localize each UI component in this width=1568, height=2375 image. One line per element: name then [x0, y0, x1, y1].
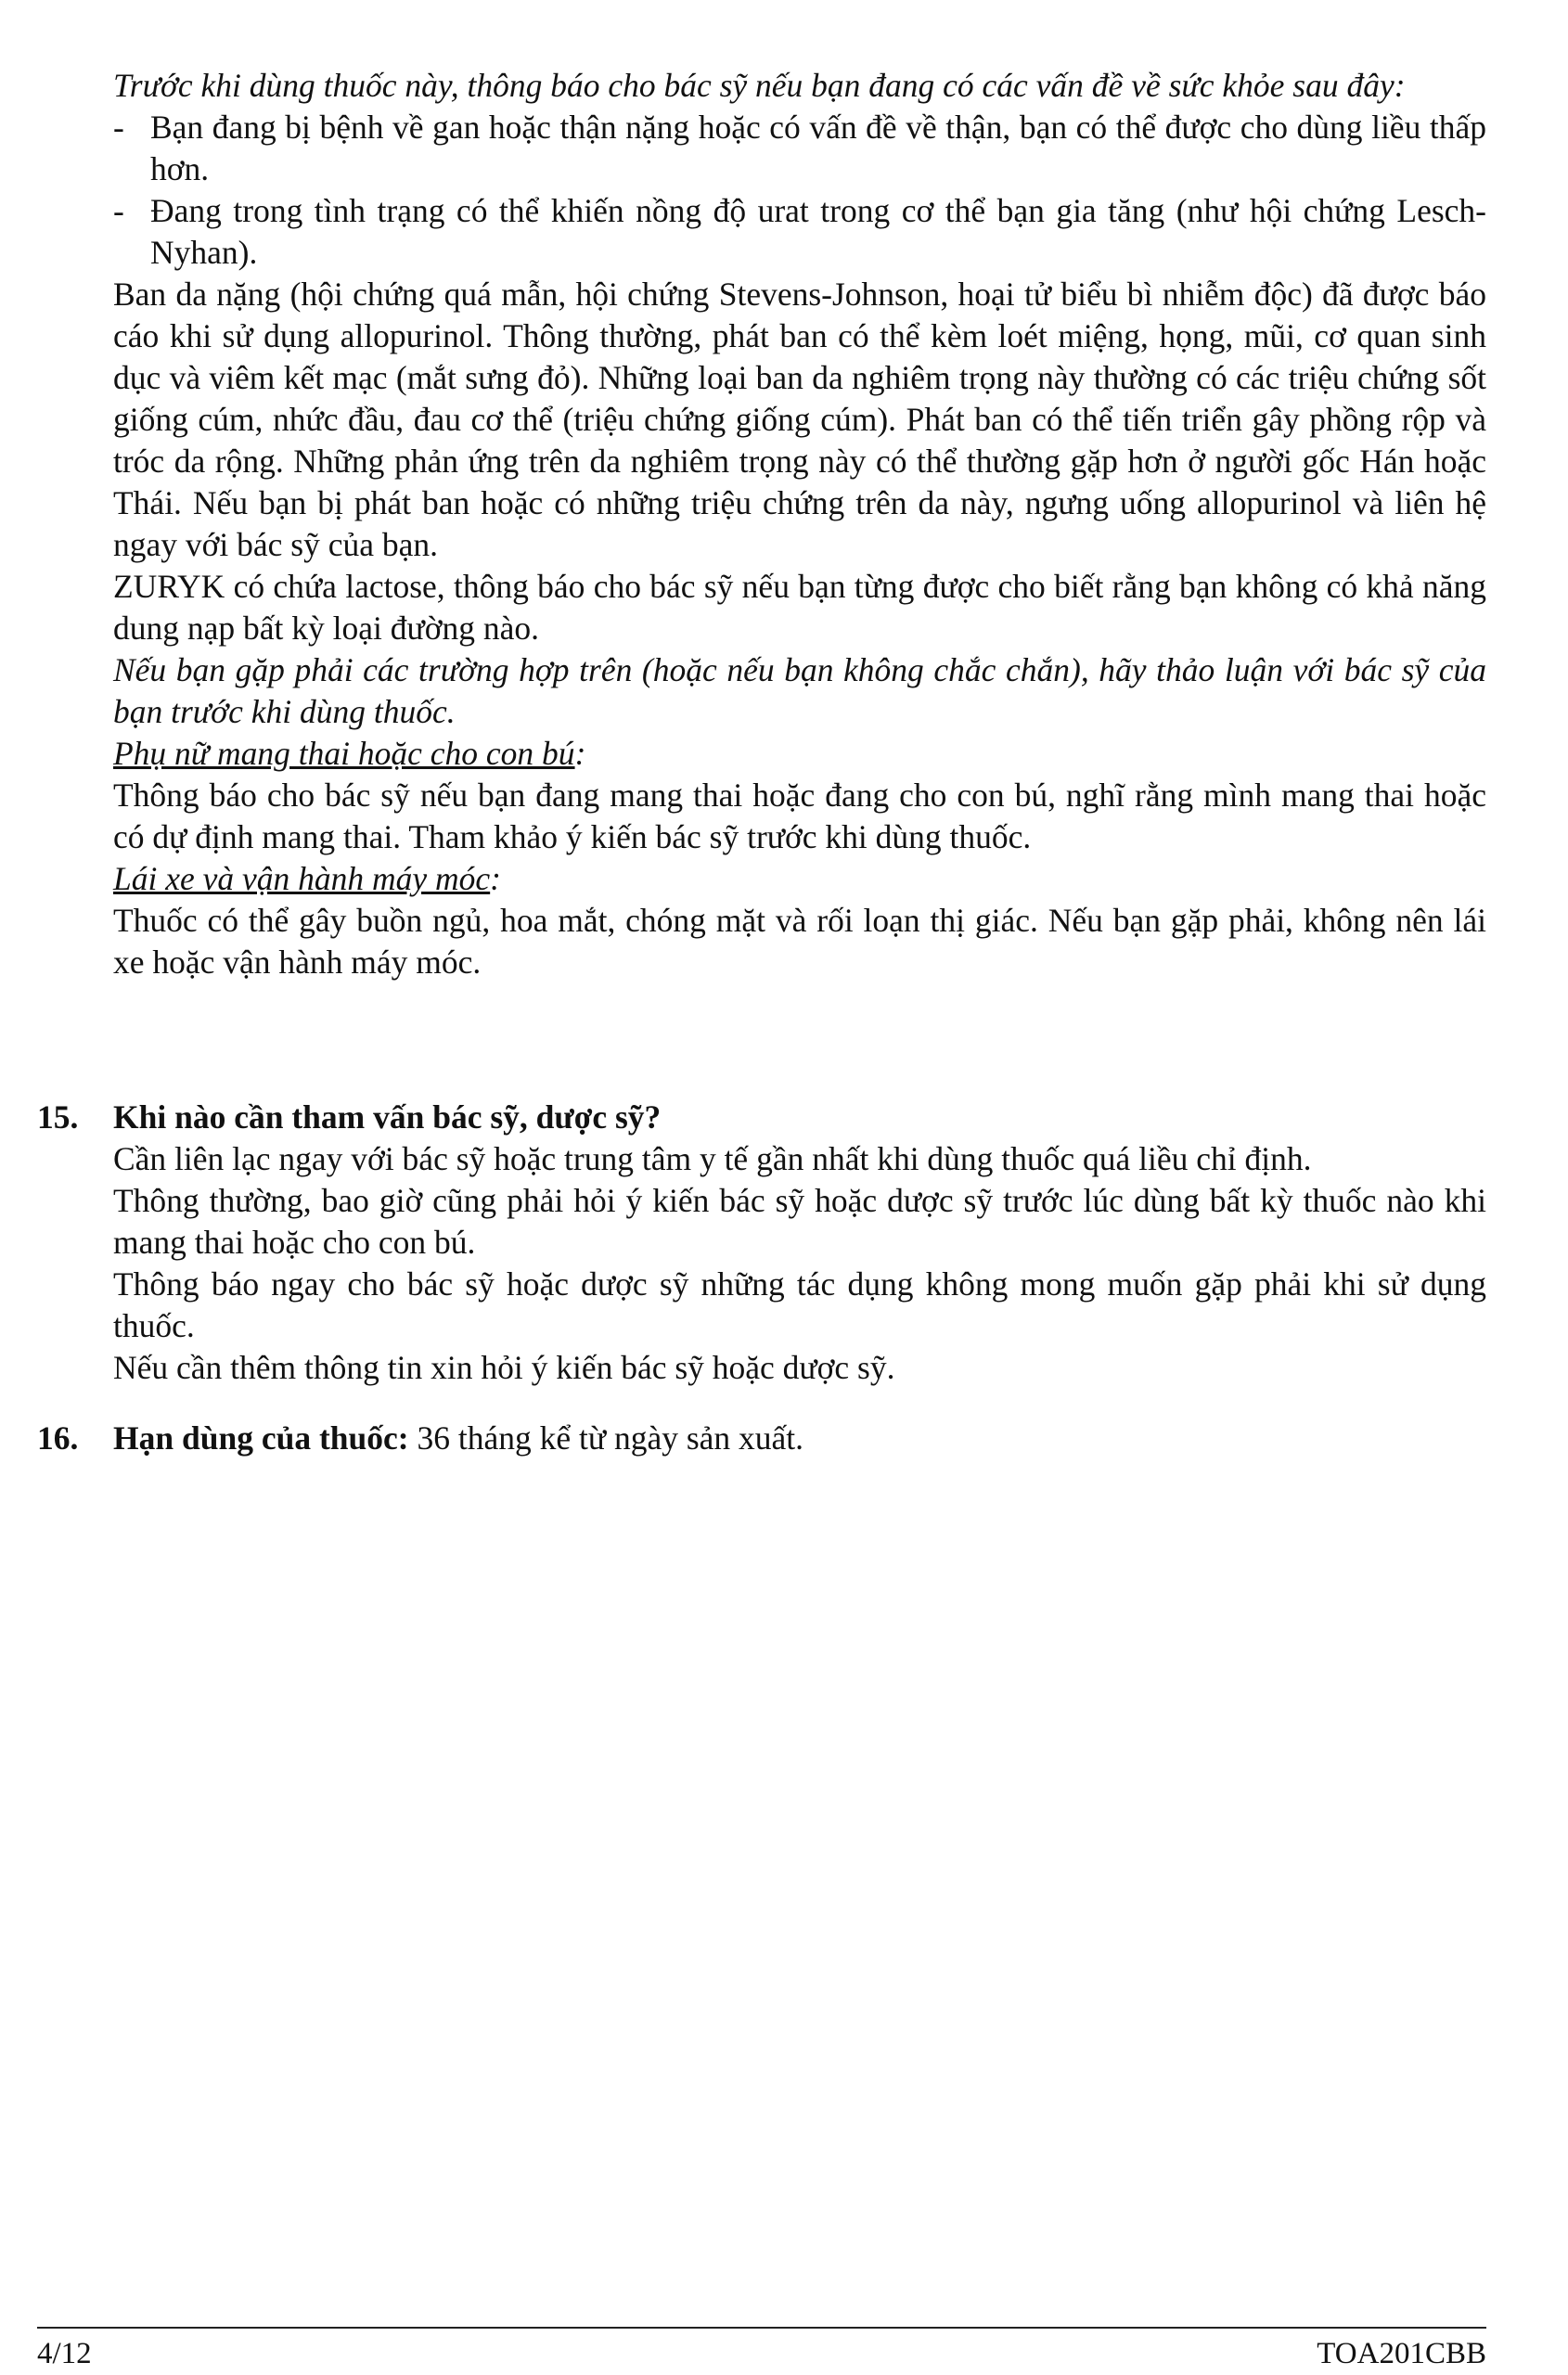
document-code: TOA201CBB: [1317, 2337, 1486, 2370]
section-paragraph: Thông báo ngay cho bác sỹ hoặc dược sỹ những tác dụng không mong muốn gặp phải khi sử dụng thuốc.: [113, 1265, 1486, 1344]
pregnancy-text: Thông báo cho bác sỹ nếu bạn đang mang thai hoặc đang cho con bú, nghĩ rằng mình mang thai hoặc có dự định mang thai. Tham khảo ý kiến bác sỹ trước khi dùng thuốc.: [113, 777, 1486, 855]
bullet-text: Bạn đang bị bệnh về gan hoặc thận nặng hoặc có vấn đề về thận, bạn có thể được cho dùng liều thấp hơn.: [150, 109, 1486, 187]
driving-heading: Lái xe và vận hành máy móc: [113, 860, 491, 897]
section-heading: Hạn dùng của thuốc:: [113, 1419, 409, 1457]
section-number: 16.: [37, 1419, 79, 1457]
heading-colon: :: [574, 735, 586, 772]
page-number: 4/12: [37, 2337, 92, 2370]
bullet-item: [113, 107, 1486, 190]
lactose-paragraph: ZURYK có chứa lactose, thông báo cho bác sỹ nếu bạn từng được cho biết rằng bạn không có khả năng dung nạp bất kỳ loại đường nào.: [113, 568, 1486, 647]
section-paragraph: Cần liên lạc ngay với bác sỹ hoặc trung tâm y tế gần nhất khi dùng thuốc quá liều chỉ định.: [113, 1140, 1312, 1177]
footer-divider: [37, 2327, 1486, 2329]
warnings-intro: Trước khi dùng thuốc này, thông báo cho bác sỹ nếu bạn đang có các vấn đề về sức khỏe sau đây:: [113, 67, 1406, 104]
section-paragraph: Nếu cần thêm thông tin xin hỏi ý kiến bác sỹ hoặc dược sỹ.: [113, 1349, 895, 1386]
rash-paragraph: Ban da nặng (hội chứng quá mẫn, hội chứng Stevens-Johnson, hoại tử biểu bì nhiễm độc) đã được báo cáo khi sử dụng allopurinol. Thông thường, phát ban có thể kèm loét miệng, họng, mũi, cơ quan sinh dục và viêm kết mạc (mắt sưng đỏ). Những loại ban da nghiêm trọng này thường có các triệu chứng sốt giống cúm, nhức đầu, đau cơ thể (triệu chứng giống cúm). Phát ban có thể tiến triển gây phồng rộp và tróc da rộng. Những phản ứng trên da nghiêm trọng này có thể thường gặp hơn ở người gốc Hán hoặc Thái. Nếu bạn bị phát ban hoặc có những triệu chứng trên da này, ngưng uống allopurinol và liên hệ ngay với bác sỹ của bạn.: [113, 276, 1486, 563]
bullet-dash: -: [113, 192, 124, 229]
driving-heading-line: [113, 858, 1486, 900]
section-16-body: [113, 1418, 1486, 1459]
pregnancy-heading: Phụ nữ mang thai hoặc cho con bú: [113, 735, 575, 772]
section-16: [37, 1418, 1486, 1459]
bullet-dash: -: [113, 109, 124, 146]
pregnancy-heading-line: [113, 733, 1486, 775]
section-number: 15.: [37, 1098, 79, 1136]
section-15-body: [113, 1097, 1486, 1389]
bullet-item: [113, 190, 1486, 274]
section-paragraph: Thông thường, bao giờ cũng phải hỏi ý kiến bác sỹ hoặc dược sỹ trước lúc dùng bất kỳ thuốc nào khi mang thai hoặc cho con bú.: [113, 1182, 1486, 1261]
shelf-life-text: 36 tháng kể từ ngày sản xuất.: [408, 1419, 804, 1457]
section-heading: Khi nào cần tham vấn bác sỹ, dược sỹ?: [113, 1098, 662, 1136]
section-15: [37, 1097, 1486, 1389]
driving-text: Thuốc có thể gây buồn ngủ, hoa mắt, chóng mặt và rối loạn thị giác. Nếu bạn gặp phải, không nên lái xe hoặc vận hành máy móc.: [113, 902, 1486, 981]
bullet-text: Đang trong tình trạng có thể khiến nồng độ urat trong cơ thể bạn gia tăng (như hội chứng Lesch-Nyhan).: [150, 192, 1486, 271]
heading-colon: :: [490, 860, 501, 897]
consult-note: Nếu bạn gặp phải các trường hợp trên (hoặc nếu bạn không chắc chắn), hãy thảo luận với bác sỹ của bạn trước khi dùng thuốc.: [113, 651, 1486, 730]
warnings-section: [113, 65, 1486, 983]
